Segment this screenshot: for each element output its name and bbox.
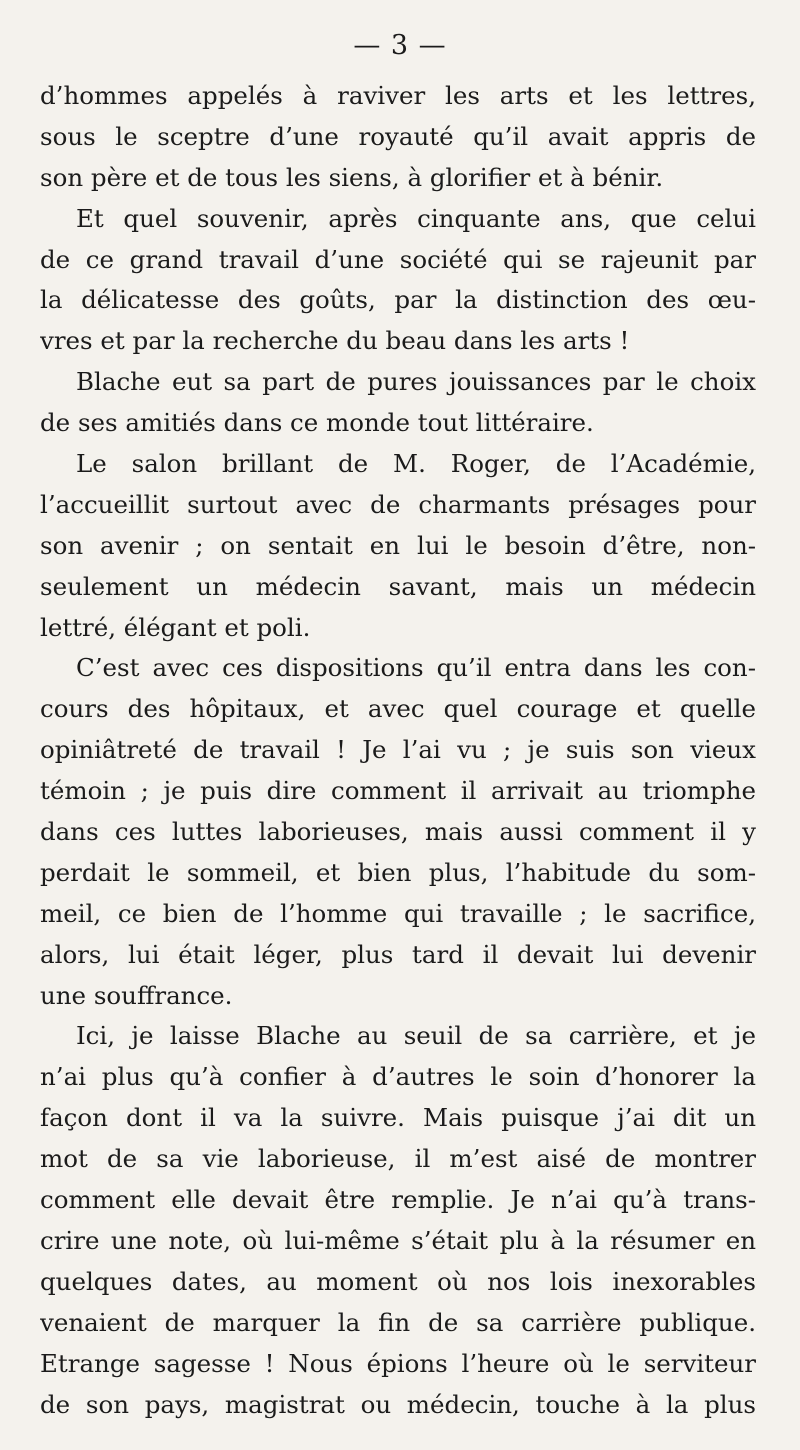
text-line: Le salon brillant de M. Roger, de l’Académie, bbox=[76, 449, 756, 479]
text-line: son père et de tous les siens, à glorifier et à bénir. bbox=[40, 162, 664, 192]
text-line: seulement un médecin savant, mais un médecin bbox=[40, 571, 756, 601]
text-line: alors, lui était léger, plus tard il devait lui devenir bbox=[40, 939, 756, 969]
text-line: quelques dates, au moment où nos lois inexorables bbox=[40, 1266, 756, 1296]
text-line: l’accueillit surtout avec de charmants présages pour bbox=[40, 489, 756, 519]
text-line: n’ai plus qu’à confier à d’autres le soin d’honorer la bbox=[40, 1062, 756, 1092]
text-line: son avenir ; on sentait en lui le besoin d’être, non- bbox=[40, 530, 756, 560]
text-line: cours des hôpitaux, et avec quel courage et quelle bbox=[40, 694, 756, 724]
text-line: la délicatesse des goûts, par la distinction des œu- bbox=[40, 285, 756, 315]
text-line: une souffrance. bbox=[40, 980, 233, 1010]
text-line: Ici, je laisse Blache au seuil de sa carrière, et je bbox=[76, 1021, 756, 1051]
text-line: mot de sa vie laborieuse, il m’est aisé de montrer bbox=[40, 1144, 756, 1174]
text-line: dans ces luttes laborieuses, mais aussi comment il y bbox=[40, 817, 756, 847]
text-line: crire une note, où lui-même s’était plu à la résumer en bbox=[40, 1225, 756, 1255]
text-line: C’est avec ces dispositions qu’il entra dans les con- bbox=[76, 653, 756, 683]
text-line: de son pays, magistrat ou médecin, touche à la plus bbox=[40, 1389, 756, 1419]
text-line: comment elle devait être remplie. Je n’ai qu’à trans- bbox=[40, 1185, 756, 1215]
text-line: Et quel souvenir, après cinquante ans, que celui bbox=[76, 203, 756, 233]
text-line: vres et par la recherche du beau dans les arts ! bbox=[40, 326, 630, 356]
text-line: perdait le sommeil, et bien plus, l’habitude du som- bbox=[40, 857, 756, 887]
text-line: d’hommes appelés à raviver les arts et les lettres, bbox=[40, 81, 756, 110]
text-line: opiniâtreté de travail ! Je l’ai vu ; je suis son vieux bbox=[40, 735, 756, 765]
text-line: de ses amitiés dans ce monde tout littéraire. bbox=[40, 408, 594, 438]
text-line: Blache eut sa part de pures jouissances par le choix bbox=[76, 367, 756, 397]
text-line: façon dont il va la suivre. Mais puisque j’ai dit un bbox=[40, 1103, 756, 1133]
text-line: de ce grand travail d’une société qui se rajeunit par bbox=[40, 244, 756, 274]
page-number: — 3 — bbox=[353, 30, 447, 61]
text-line: meil, ce bien de l’homme qui travaille ; le sacrifice, bbox=[40, 898, 756, 928]
text-line: venaient de marquer la fin de sa carrière publique. bbox=[40, 1307, 756, 1337]
text-line: Etrange sagesse ! Nous épions l’heure où le serviteur bbox=[40, 1348, 756, 1378]
text-line: lettré, élégant et poli. bbox=[40, 612, 311, 642]
text-line: sous le sceptre d’une royauté qu’il avait appris de bbox=[40, 121, 756, 151]
text-line: témoin ; je puis dire comment il arrivait au triomphe bbox=[40, 776, 756, 806]
body-text bbox=[40, 76, 756, 1425]
